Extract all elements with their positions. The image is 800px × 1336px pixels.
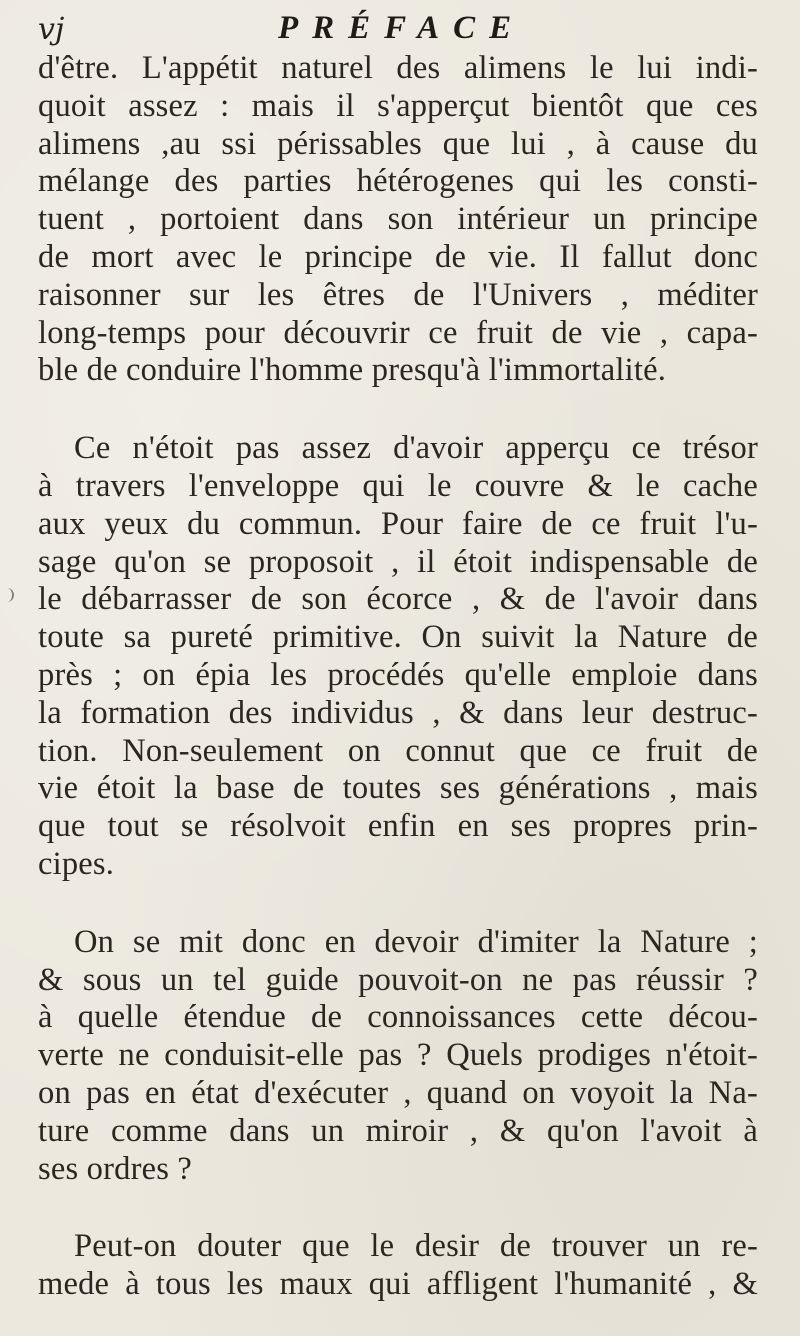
page-header — [38, 10, 778, 50]
text-line: cipes. — [38, 845, 115, 882]
text-line: quoit assez : mais il s'apperçut bientôt que ces — [38, 87, 758, 124]
paragraph-1 — [38, 50, 798, 390]
text-line: tion. Non-seulement on connut que ce fruit de — [38, 732, 758, 769]
body-text — [38, 50, 798, 1304]
text-line: toute sa pureté primitive. On suivit la Nature de — [38, 619, 758, 656]
text-line: ble de conduire l'homme presqu'à l'immortalité. — [38, 352, 667, 389]
text-line: mélange des parties hétérogenes qui les consti- — [38, 163, 758, 200]
text-line: & sous un tel guide pouvoit-on ne pas réussir ? — [38, 961, 758, 998]
paragraph-4 — [38, 1228, 798, 1304]
text-line: Peut-on douter que le desir de trouver un re- — [74, 1228, 758, 1265]
text-line: sage qu'on se proposoit , il étoit indispensable de — [38, 543, 758, 580]
text-line: Ce n'étoit pas assez d'avoir apperçu ce trésor — [74, 430, 758, 467]
text-line: de mort avec le principe de vie. Il fallut donc — [38, 238, 758, 275]
text-line: long-temps pour découvrir ce fruit de vie , capa- — [38, 314, 758, 351]
text-line: ture comme dans un miroir , & qu'on l'avoit à — [38, 1112, 758, 1149]
page-edge-mark — [4, 588, 14, 602]
page-number: vj — [38, 12, 65, 47]
text-line: la formation des individus , & dans leur destruc- — [38, 694, 758, 731]
text-line: à quelle étendue de connoissances cette décou- — [38, 999, 758, 1036]
running-title: PRÉFACE — [278, 10, 526, 46]
paragraph-spacer — [38, 884, 798, 924]
text-line: mede à tous les maux qui affligent l'humanité , & — [38, 1266, 758, 1303]
paragraph-spacer — [38, 390, 798, 430]
text-line: d'être. L'appétit naturel des alimens le lui indi- — [38, 50, 758, 86]
text-line: près ; on épia les procédés qu'elle emploie dans — [38, 656, 758, 693]
paragraph-3 — [38, 924, 798, 1189]
text-line: on pas en état d'exécuter , quand on voyoit la Na- — [38, 1074, 758, 1111]
text-line: verte ne conduisit-elle pas ? Quels prodiges n'étoit- — [38, 1037, 758, 1074]
paragraph-2 — [38, 430, 798, 884]
text-line: On se mit donc en devoir d'imiter la Nature ; — [74, 923, 758, 960]
text-line: vie étoit la base de toutes ses générations , mais — [38, 770, 758, 807]
text-line: tuent , portoient dans son intérieur un principe — [38, 201, 758, 238]
text-line: alimens ,au ssi périssables que lui , à cause du — [38, 125, 758, 162]
text-line: aux yeux du commun. Pour faire de ce fruit l'u- — [38, 505, 758, 542]
text-line: à travers l'enveloppe qui le couvre & le cache — [38, 467, 758, 504]
text-line: que tout se résolvoit enfin en ses propres prin- — [38, 808, 758, 845]
text-line: ses ordres ? — [38, 1150, 193, 1187]
paragraph-spacer — [38, 1188, 798, 1228]
text-line: raisonner sur les êtres de l'Univers , méditer — [38, 276, 758, 313]
text-line: le débarrasser de son écorce , & de l'avoir dans — [38, 581, 758, 618]
